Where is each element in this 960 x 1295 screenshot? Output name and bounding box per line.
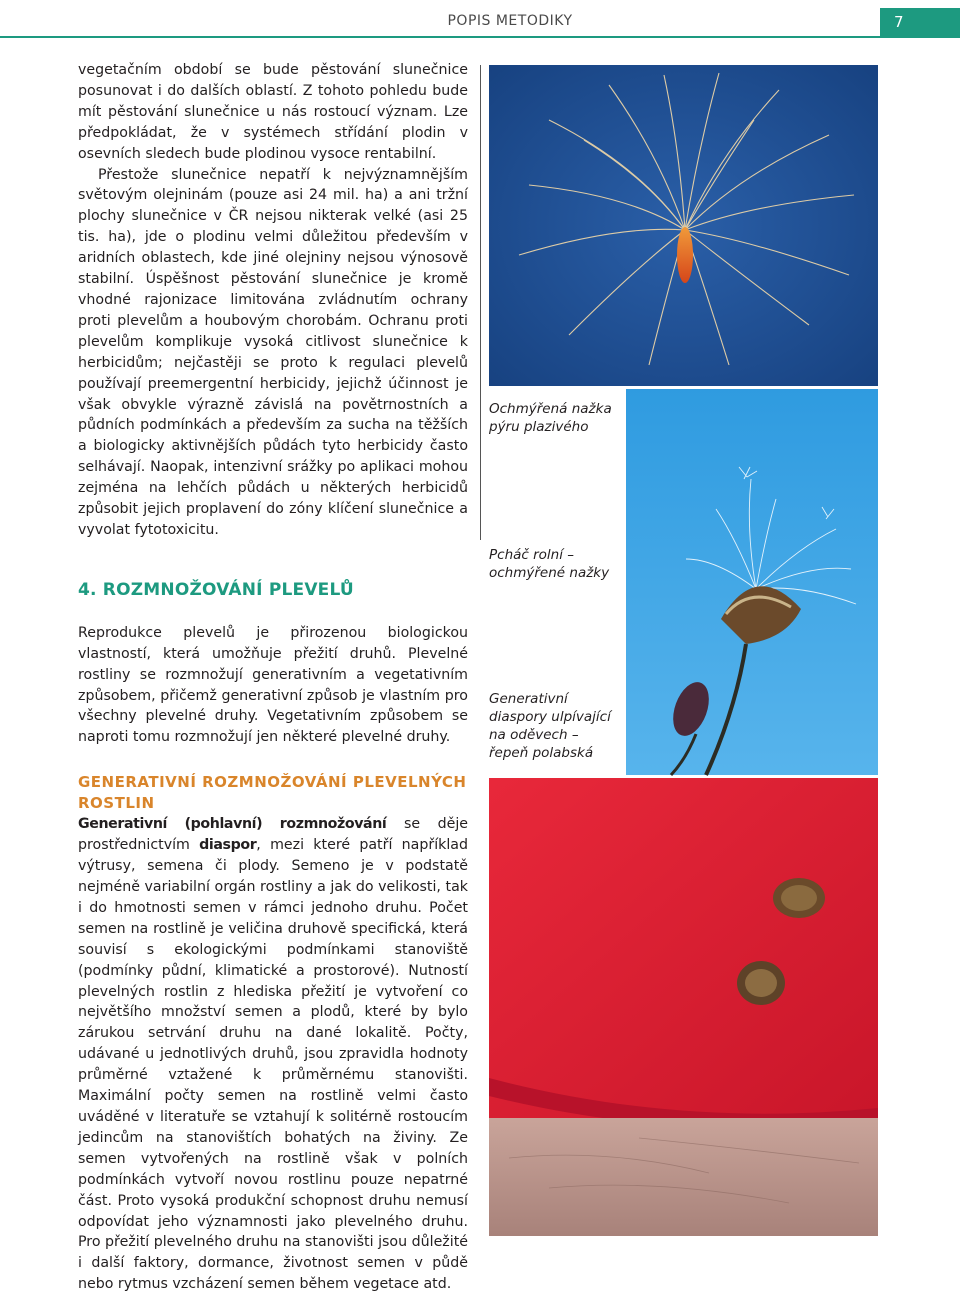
paragraph-4-text-1: se děje prostřednictvím xyxy=(78,816,469,854)
burr-2 xyxy=(737,961,785,1005)
caption-burdock: Generativní diaspory ulpívající na oděvech – řepeň polabská xyxy=(489,691,611,761)
term-generative-reproduction: Generativní (pohlavní) rozmnožování xyxy=(78,816,387,833)
page-number-tab xyxy=(880,8,960,38)
photo-creeping-thistle xyxy=(626,389,878,775)
term-diaspores: diaspor xyxy=(199,837,257,854)
text-column xyxy=(78,60,468,1295)
caption-couch-grass: Ochmýřená nažka pýru plazivého xyxy=(489,401,612,435)
photo-couch-grass-achene xyxy=(489,65,878,386)
page-number: 7 xyxy=(894,13,904,31)
paragraph-4-text-2: , mezi které patří například výtrusy, semena či plody. Semeno je v podstatě nejméně variabilní orgán rostliny a jak do velikosti, tak i do hmotnosti semen v rámci jednoho druhu. Počet semen na rostlině je veličina druhově specifická, která souvisí s ekologickými podmínkami stanoviště (podmínky půdní, klimatické a prostorové). Nutností plevelných rostlin z hlediska přežití je vytvoření co největšího množství semen a plodů, které by bylo zárukou setrvání druhu na dané lokalitě. Počty, udávané u jednotlivých druhů, jsou zpravidla hodnoty průměrné vztažené k průměrnému stanovišti. Maximální počty semen na rostlině velmi často uváděné v literatuře se vztahují k solitérně rostoucím jedincům na stanovištích bohatých na živiny. Ze semen vytvořených na rostlině však v polních podmínkách vytvoří novou rostlinu pouze nepatrné část. Proto vysoká produkční schopnost druhu nemusí odpovídat jeho významnosti jako plevelného druhu. Pro přežití plevelného druhu na stanovišti jsou důležité i další faktory, dormance, životnost semen v půdě nebo rytmus vzcházení semen během vegetace atd. xyxy=(78,837,468,1293)
running-head: POPIS METODIKY xyxy=(447,13,573,29)
photo-burdock-on-clothing xyxy=(489,778,878,1236)
subsection-heading: GENERATIVNÍ ROZMNOŽOVÁNÍ PLEVELNÝCH ROSTLIN xyxy=(78,773,467,813)
paragraph-2: Přestože slunečnice nepatří k nejvýznamnějším světovým olejninám (pouze asi 24 mil. ha) a ani tržní plochy slunečnice v ČR nejsou nikterak velké (asi 25 tis. ha), jde o plodinu velmi důležitou především v aridních oblastech, kde jiné olejniny nejsou výnosově stabilní. Úspěšnost pěstování slunečnice je kromě vhodné rajonizace limitována zvládnutím ochrany proti plevelům a houbovým chorobám. Ochranu proti plevelům komplikuje vysoká citlivost slunečnice k herbicidům; nejčastěji se proto k regulaci plevelů používají preemergentní herbicidy, jejichž účinnost je však obvykle výrazně závislá na povětrnostních a půdních podmínkách a především za sucha na těžších a biologicky aktivnějších půdách tyto herbicidy často selhávají. Naopak, intenzivní srážky po aplikaci mohou zejména na lehčích půdách u některých herbicidů způsobit jejich proplavení do zóny klíčení slunečnice a vyvolat fytotoxicitu. xyxy=(78,166,468,538)
paragraph-3: Reprodukce plevelů je přirozenou biologickou vlastností, která umožňuje přežití druhů. Plevelné rostliny se rozmnožují generativním a vegetativním způsobem, přičemž generativní způsob je vlastním pro všechny plevelné druhy. Vegetativním způsobem se naproti tomu rozmnožují jen některé plevelné druhy. xyxy=(78,624,468,746)
paragraph-4 xyxy=(78,814,468,1295)
column-divider xyxy=(480,65,481,540)
caption-creeping-thistle: Pcháč rolní – ochmýřené nažky xyxy=(489,547,610,581)
paragraph-1: vegetačním období se bude pěstování slunečnice posunovat i do dalších oblastí. Z tohoto pohledu bude mít pěstování slunečnice u nás rostoucí význam. Lze předpokládat, že v systémech střídání plodin v osevních sledech bude plodinou vysoce rentabilní. xyxy=(78,62,468,162)
burr-1 xyxy=(773,878,825,918)
header-rule xyxy=(0,36,880,38)
section-heading: 4. ROZMNOŽOVÁNÍ PLEVELŮ xyxy=(78,579,354,600)
